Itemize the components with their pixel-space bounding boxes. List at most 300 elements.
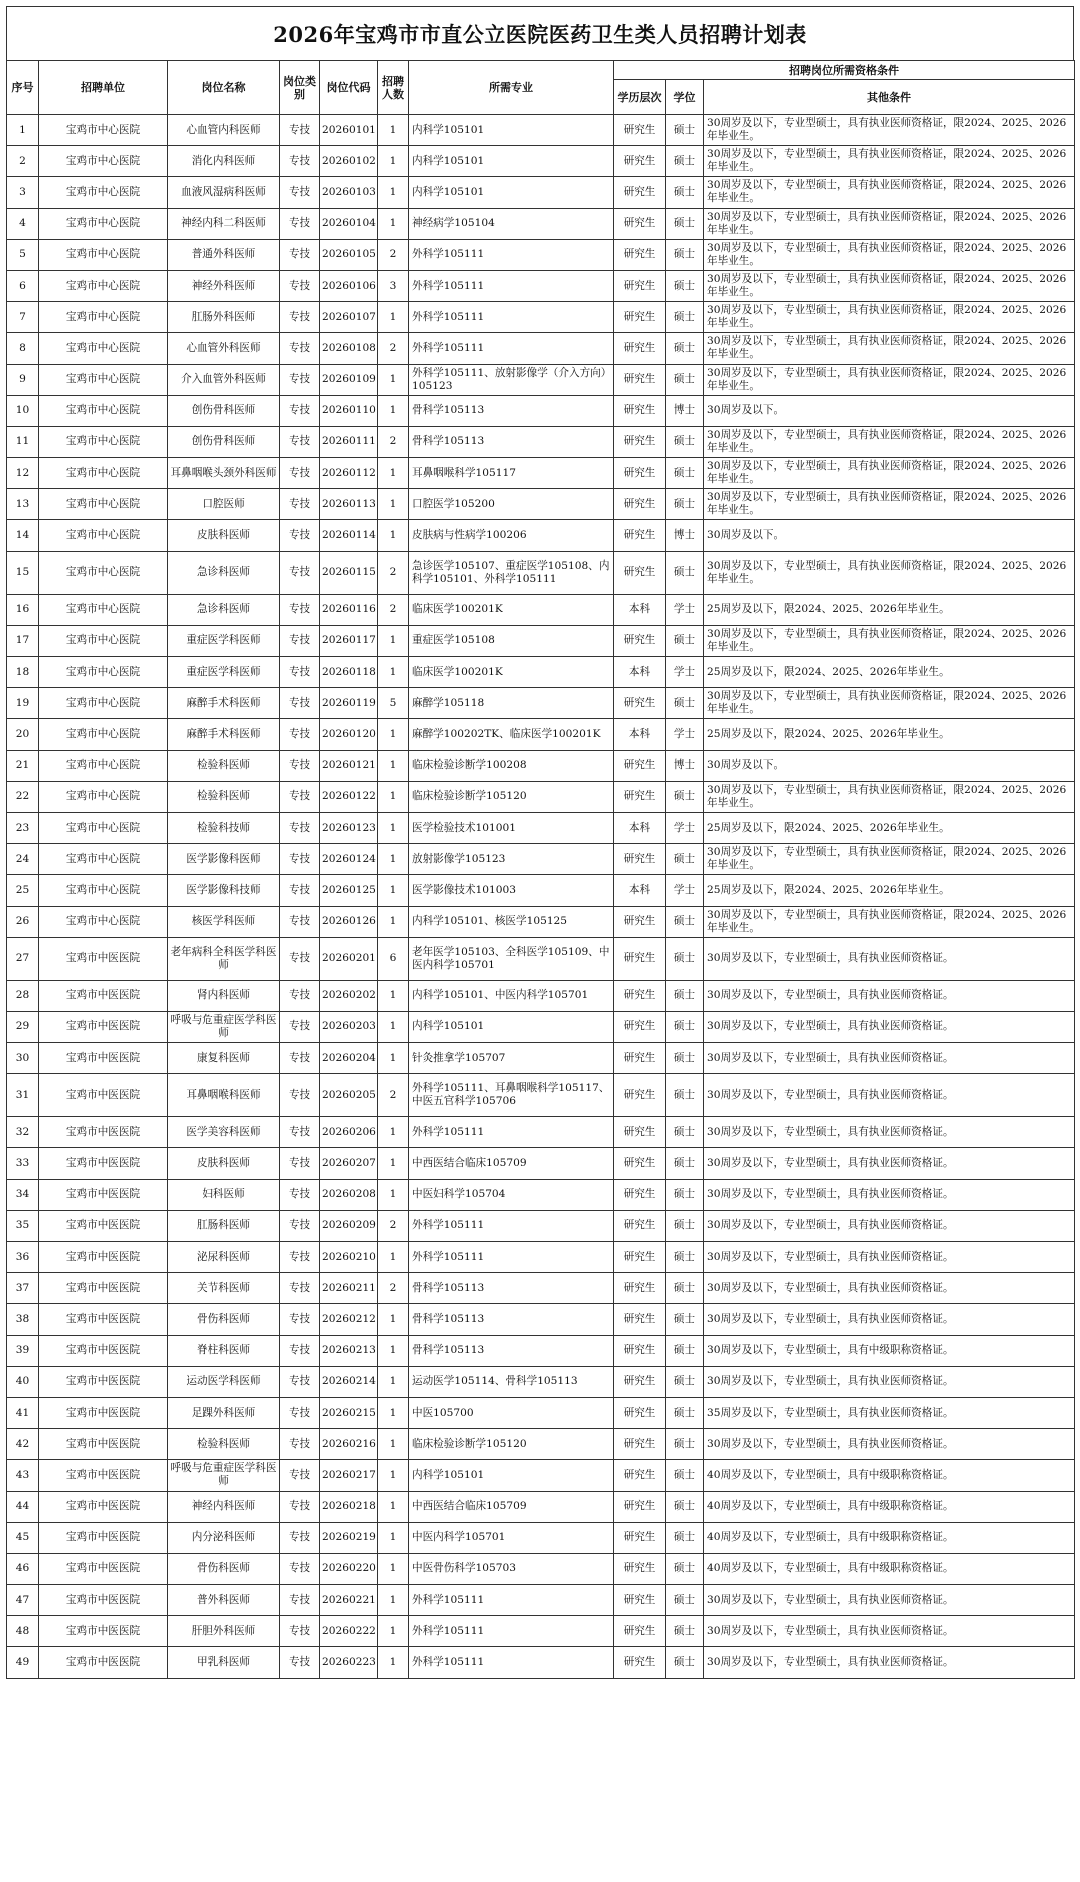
cell-position: 甲乳科医师: [168, 1647, 280, 1678]
cell-major: 内科学105101: [409, 1460, 614, 1491]
cell-seq: 15: [7, 551, 39, 594]
cell-degree: 硕士: [666, 1553, 704, 1584]
cell-category: 专技: [280, 980, 320, 1011]
cell-unit: 宝鸡市中心医院: [39, 812, 168, 843]
cell-category: 专技: [280, 625, 320, 656]
cell-other: 30周岁及以下，专业型硕士，具有执业医师资格证，限2024、2025、2026年毕业生。: [704, 844, 1075, 875]
cell-code: 20260215: [320, 1397, 378, 1428]
cell-position: 普外科医师: [168, 1585, 280, 1616]
cell-edu: 研究生: [614, 1242, 666, 1273]
table-row: [7, 1585, 1075, 1616]
cell-unit: 宝鸡市中医医院: [39, 1011, 168, 1042]
cell-category: 专技: [280, 1397, 320, 1428]
table-row: [7, 302, 1075, 333]
cell-seq: 11: [7, 426, 39, 457]
table-row: [7, 1148, 1075, 1179]
cell-code: 20260214: [320, 1366, 378, 1397]
cell-position: 检验科医师: [168, 781, 280, 812]
cell-seq: 1: [7, 115, 39, 146]
cell-other: 25周岁及以下，限2024、2025、2026年毕业生。: [704, 657, 1075, 688]
cell-unit: 宝鸡市中心医院: [39, 395, 168, 426]
cell-unit: 宝鸡市中心医院: [39, 239, 168, 270]
cell-other: 30周岁及以下，专业型硕士，具有执业医师资格证。: [704, 1148, 1075, 1179]
cell-other: 25周岁及以下，限2024、2025、2026年毕业生。: [704, 719, 1075, 750]
cell-other: 30周岁及以下，专业型硕士，具有执业医师资格证。: [704, 1210, 1075, 1241]
cell-unit: 宝鸡市中心医院: [39, 364, 168, 395]
cell-position: 泌尿科医师: [168, 1242, 280, 1273]
cell-major: 临床检验诊断学100208: [409, 750, 614, 781]
cell-edu: 研究生: [614, 208, 666, 239]
cell-code: 20260118: [320, 657, 378, 688]
header-edu: 学历层次: [614, 80, 666, 115]
cell-other: 30周岁及以下，专业型硕士，具有执业医师资格证，限2024、2025、2026年毕业生。: [704, 333, 1075, 364]
cell-unit: 宝鸡市中医医院: [39, 1148, 168, 1179]
cell-position: 检验科医师: [168, 1429, 280, 1460]
cell-count: 1: [378, 395, 409, 426]
cell-edu: 研究生: [614, 551, 666, 594]
cell-position: 急诊科医师: [168, 551, 280, 594]
cell-code: 20260122: [320, 781, 378, 812]
table-row: [7, 1460, 1075, 1491]
cell-seq: 28: [7, 980, 39, 1011]
cell-edu: 本科: [614, 875, 666, 906]
cell-category: 专技: [280, 1304, 320, 1335]
cell-other: 40周岁及以下，专业型硕士，具有中级职称资格证。: [704, 1522, 1075, 1553]
cell-degree: 硕士: [666, 1616, 704, 1647]
cell-category: 专技: [280, 1117, 320, 1148]
cell-count: 1: [378, 750, 409, 781]
cell-code: 20260120: [320, 719, 378, 750]
cell-degree: 硕士: [666, 1304, 704, 1335]
cell-other: 30周岁及以下，专业型硕士，具有执业医师资格证。: [704, 1429, 1075, 1460]
cell-unit: 宝鸡市中心医院: [39, 844, 168, 875]
cell-count: 1: [378, 364, 409, 395]
cell-other: 30周岁及以下，专业型硕士，具有执业医师资格证，限2024、2025、2026年毕业生。: [704, 146, 1075, 177]
cell-code: 20260221: [320, 1585, 378, 1616]
table-row: [7, 1366, 1075, 1397]
cell-position: 医学影像科医师: [168, 844, 280, 875]
table-row: [7, 520, 1075, 551]
cell-unit: 宝鸡市中心医院: [39, 688, 168, 719]
cell-degree: 硕士: [666, 937, 704, 980]
cell-degree: 学士: [666, 657, 704, 688]
cell-code: 20260125: [320, 875, 378, 906]
cell-degree: 硕士: [666, 177, 704, 208]
cell-major: 内科学105101: [409, 115, 614, 146]
cell-category: 专技: [280, 937, 320, 980]
cell-edu: 研究生: [614, 426, 666, 457]
cell-other: 30周岁及以下，专业型硕士，具有执业医师资格证，限2024、2025、2026年毕业生。: [704, 489, 1075, 520]
cell-seq: 33: [7, 1148, 39, 1179]
cell-count: 1: [378, 844, 409, 875]
cell-degree: 硕士: [666, 551, 704, 594]
cell-count: 1: [378, 458, 409, 489]
cell-edu: 研究生: [614, 489, 666, 520]
cell-degree: 博士: [666, 395, 704, 426]
cell-category: 专技: [280, 1074, 320, 1117]
cell-major: 外科学105111: [409, 1585, 614, 1616]
cell-unit: 宝鸡市中医医院: [39, 1491, 168, 1522]
cell-category: 专技: [280, 1553, 320, 1584]
cell-count: 2: [378, 1273, 409, 1304]
cell-unit: 宝鸡市中心医院: [39, 270, 168, 301]
cell-major: 中医妇科学105704: [409, 1179, 614, 1210]
cell-unit: 宝鸡市中心医院: [39, 302, 168, 333]
cell-seq: 8: [7, 333, 39, 364]
cell-position: 重症医学科医师: [168, 657, 280, 688]
cell-category: 专技: [280, 208, 320, 239]
cell-major: 运动医学105114、骨科学105113: [409, 1366, 614, 1397]
cell-edu: 本科: [614, 719, 666, 750]
cell-category: 专技: [280, 1179, 320, 1210]
cell-position: 肛肠外科医师: [168, 302, 280, 333]
cell-degree: 硕士: [666, 1491, 704, 1522]
cell-other: 30周岁及以下，专业型硕士，具有执业医师资格证，限2024、2025、2026年毕业生。: [704, 458, 1075, 489]
cell-edu: 研究生: [614, 1460, 666, 1491]
cell-seq: 38: [7, 1304, 39, 1335]
table-row: [7, 844, 1075, 875]
cell-position: 呼吸与危重症医学科医师: [168, 1011, 280, 1042]
cell-code: 20260201: [320, 937, 378, 980]
cell-major: 外科学105111、耳鼻咽喉科学105117、中医五官科学105706: [409, 1074, 614, 1117]
cell-edu: 研究生: [614, 239, 666, 270]
cell-code: 20260207: [320, 1148, 378, 1179]
cell-position: 骨伤科医师: [168, 1553, 280, 1584]
cell-unit: 宝鸡市中心医院: [39, 520, 168, 551]
cell-position: 皮肤科医师: [168, 1148, 280, 1179]
cell-major: 麻醉学105118: [409, 688, 614, 719]
cell-category: 专技: [280, 1585, 320, 1616]
cell-category: 专技: [280, 1616, 320, 1647]
cell-degree: 硕士: [666, 1460, 704, 1491]
cell-other: 30周岁及以下，专业型硕士，具有执业医师资格证，限2024、2025、2026年毕业生。: [704, 239, 1075, 270]
cell-major: 骨科学105113: [409, 1335, 614, 1366]
cell-other: 35周岁及以下，专业型硕士，具有执业医师资格证。: [704, 1397, 1075, 1428]
cell-seq: 3: [7, 177, 39, 208]
cell-seq: 5: [7, 239, 39, 270]
cell-position: 神经内科二科医师: [168, 208, 280, 239]
cell-unit: 宝鸡市中医医院: [39, 1616, 168, 1647]
cell-degree: 硕士: [666, 1647, 704, 1678]
cell-seq: 43: [7, 1460, 39, 1491]
cell-category: 专技: [280, 688, 320, 719]
cell-major: 临床医学100201K: [409, 657, 614, 688]
cell-other: 30周岁及以下，专业型硕士，具有执业医师资格证。: [704, 1117, 1075, 1148]
cell-edu: 研究生: [614, 1335, 666, 1366]
cell-count: 1: [378, 719, 409, 750]
cell-code: 20260101: [320, 115, 378, 146]
cell-count: 1: [378, 1011, 409, 1042]
cell-other: 30周岁及以下，专业型硕士，具有执业医师资格证。: [704, 1011, 1075, 1042]
cell-degree: 硕士: [666, 1397, 704, 1428]
cell-category: 专技: [280, 1273, 320, 1304]
cell-unit: 宝鸡市中医医院: [39, 1460, 168, 1491]
cell-unit: 宝鸡市中医医院: [39, 1074, 168, 1117]
cell-position: 肝胆外科医师: [168, 1616, 280, 1647]
cell-position: 康复科医师: [168, 1043, 280, 1074]
cell-count: 2: [378, 551, 409, 594]
cell-position: 口腔医师: [168, 489, 280, 520]
cell-seq: 17: [7, 625, 39, 656]
cell-edu: 研究生: [614, 1366, 666, 1397]
cell-position: 检验科技师: [168, 812, 280, 843]
cell-code: 20260119: [320, 688, 378, 719]
cell-other: 30周岁及以下，专业型硕士，具有执业医师资格证，限2024、2025、2026年毕业生。: [704, 551, 1075, 594]
cell-category: 专技: [280, 1242, 320, 1273]
cell-unit: 宝鸡市中心医院: [39, 177, 168, 208]
cell-unit: 宝鸡市中心医院: [39, 906, 168, 937]
cell-seq: 6: [7, 270, 39, 301]
cell-count: 1: [378, 146, 409, 177]
cell-other: 40周岁及以下，专业型硕士，具有中级职称资格证。: [704, 1460, 1075, 1491]
cell-count: 1: [378, 1304, 409, 1335]
cell-edu: 研究生: [614, 1304, 666, 1335]
cell-other: 30周岁及以下，专业型硕士，具有执业医师资格证，限2024、2025、2026年毕业生。: [704, 781, 1075, 812]
cell-count: 1: [378, 1148, 409, 1179]
table-row: [7, 1397, 1075, 1428]
cell-unit: 宝鸡市中医医院: [39, 1585, 168, 1616]
cell-other: 30周岁及以下，专业型硕士，具有执业医师资格证。: [704, 1304, 1075, 1335]
cell-edu: 研究生: [614, 1491, 666, 1522]
cell-edu: 研究生: [614, 1647, 666, 1678]
cell-seq: 26: [7, 906, 39, 937]
cell-edu: 研究生: [614, 781, 666, 812]
cell-degree: 硕士: [666, 146, 704, 177]
cell-code: 20260203: [320, 1011, 378, 1042]
cell-count: 2: [378, 1074, 409, 1117]
cell-unit: 宝鸡市中心医院: [39, 750, 168, 781]
table-row: [7, 1616, 1075, 1647]
cell-code: 20260109: [320, 364, 378, 395]
cell-major: 内科学105101: [409, 1011, 614, 1042]
cell-seq: 7: [7, 302, 39, 333]
cell-other: 30周岁及以下，专业型硕士，具有执业医师资格证，限2024、2025、2026年毕业生。: [704, 270, 1075, 301]
cell-other: 25周岁及以下，限2024、2025、2026年毕业生。: [704, 594, 1075, 625]
cell-position: 核医学科医师: [168, 906, 280, 937]
table-row: [7, 875, 1075, 906]
table-row: [7, 426, 1075, 457]
cell-count: 2: [378, 594, 409, 625]
cell-other: 25周岁及以下，限2024、2025、2026年毕业生。: [704, 875, 1075, 906]
cell-edu: 研究生: [614, 1011, 666, 1042]
cell-major: 医学检验技术101001: [409, 812, 614, 843]
page-title: 2026年宝鸡市市直公立医院医药卫生类人员招聘计划表: [6, 6, 1074, 60]
cell-degree: 硕士: [666, 1335, 704, 1366]
cell-code: 20260103: [320, 177, 378, 208]
cell-category: 专技: [280, 520, 320, 551]
cell-code: 20260208: [320, 1179, 378, 1210]
cell-count: 1: [378, 1647, 409, 1678]
cell-degree: 硕士: [666, 980, 704, 1011]
cell-major: 老年医学105103、全科医学105109、中医内科学105701: [409, 937, 614, 980]
cell-code: 20260222: [320, 1616, 378, 1647]
cell-seq: 42: [7, 1429, 39, 1460]
cell-code: 20260114: [320, 520, 378, 551]
cell-position: 老年病科全科医学科医师: [168, 937, 280, 980]
cell-edu: 研究生: [614, 395, 666, 426]
cell-major: 口腔医学105200: [409, 489, 614, 520]
cell-seq: 18: [7, 657, 39, 688]
cell-code: 20260209: [320, 1210, 378, 1241]
cell-other: 30周岁及以下，专业型硕士，具有执业医师资格证。: [704, 1074, 1075, 1117]
cell-category: 专技: [280, 333, 320, 364]
cell-code: 20260105: [320, 239, 378, 270]
cell-major: 内科学105101、中医内科学105701: [409, 980, 614, 1011]
cell-unit: 宝鸡市中医医院: [39, 1366, 168, 1397]
cell-degree: 硕士: [666, 489, 704, 520]
cell-position: 医学影像科技师: [168, 875, 280, 906]
cell-unit: 宝鸡市中医医院: [39, 1242, 168, 1273]
cell-category: 专技: [280, 426, 320, 457]
cell-position: 麻醉手术科医师: [168, 719, 280, 750]
cell-category: 专技: [280, 750, 320, 781]
cell-major: 外科学105111: [409, 302, 614, 333]
cell-code: 20260213: [320, 1335, 378, 1366]
cell-major: 临床检验诊断学105120: [409, 1429, 614, 1460]
cell-unit: 宝鸡市中心医院: [39, 781, 168, 812]
cell-major: 中西医结合临床105709: [409, 1491, 614, 1522]
cell-other: 30周岁及以下，专业型硕士，具有执业医师资格证，限2024、2025、2026年毕业生。: [704, 688, 1075, 719]
table-row: [7, 208, 1075, 239]
cell-degree: 硕士: [666, 364, 704, 395]
cell-category: 专技: [280, 1148, 320, 1179]
cell-category: 专技: [280, 719, 320, 750]
cell-major: 外科学105111: [409, 270, 614, 301]
cell-edu: 研究生: [614, 906, 666, 937]
cell-position: 足踝外科医师: [168, 1397, 280, 1428]
cell-category: 专技: [280, 1043, 320, 1074]
cell-seq: 35: [7, 1210, 39, 1241]
cell-category: 专技: [280, 1366, 320, 1397]
cell-major: 中医105700: [409, 1397, 614, 1428]
cell-position: 血液风湿病科医师: [168, 177, 280, 208]
cell-category: 专技: [280, 458, 320, 489]
cell-unit: 宝鸡市中医医院: [39, 1522, 168, 1553]
cell-category: 专技: [280, 395, 320, 426]
table-row: [7, 688, 1075, 719]
cell-degree: 硕士: [666, 844, 704, 875]
cell-unit: 宝鸡市中医医院: [39, 1273, 168, 1304]
cell-unit: 宝鸡市中医医院: [39, 1397, 168, 1428]
cell-unit: 宝鸡市中心医院: [39, 208, 168, 239]
cell-degree: 硕士: [666, 1148, 704, 1179]
cell-code: 20260211: [320, 1273, 378, 1304]
table-row: [7, 1522, 1075, 1553]
cell-count: 2: [378, 1210, 409, 1241]
cell-degree: 硕士: [666, 239, 704, 270]
cell-major: 中医骨伤科学105703: [409, 1553, 614, 1584]
cell-code: 20260202: [320, 980, 378, 1011]
table-row: [7, 1553, 1075, 1584]
cell-degree: 硕士: [666, 1429, 704, 1460]
cell-position: 创伤骨科医师: [168, 395, 280, 426]
cell-major: 医学影像技术101003: [409, 875, 614, 906]
cell-degree: 硕士: [666, 333, 704, 364]
cell-position: 心血管外科医师: [168, 333, 280, 364]
cell-code: 20260212: [320, 1304, 378, 1335]
cell-count: 1: [378, 980, 409, 1011]
cell-count: 1: [378, 906, 409, 937]
cell-degree: 硕士: [666, 458, 704, 489]
cell-edu: 研究生: [614, 1397, 666, 1428]
cell-seq: 34: [7, 1179, 39, 1210]
cell-category: 专技: [280, 1522, 320, 1553]
cell-category: 专技: [280, 875, 320, 906]
cell-seq: 22: [7, 781, 39, 812]
cell-code: 20260110: [320, 395, 378, 426]
cell-code: 20260124: [320, 844, 378, 875]
cell-major: 针灸推拿学105707: [409, 1043, 614, 1074]
cell-category: 专技: [280, 146, 320, 177]
cell-position: 麻醉手术科医师: [168, 688, 280, 719]
table-row: [7, 1210, 1075, 1241]
cell-degree: 博士: [666, 520, 704, 551]
cell-seq: 37: [7, 1273, 39, 1304]
table-row: [7, 1043, 1075, 1074]
cell-unit: 宝鸡市中医医院: [39, 937, 168, 980]
cell-degree: 学士: [666, 812, 704, 843]
cell-other: 30周岁及以下，专业型硕士，具有中级职称资格证。: [704, 1335, 1075, 1366]
cell-position: 创伤骨科医师: [168, 426, 280, 457]
cell-degree: 博士: [666, 750, 704, 781]
cell-count: 1: [378, 1553, 409, 1584]
cell-edu: 研究生: [614, 1043, 666, 1074]
cell-major: 中西医结合临床105709: [409, 1148, 614, 1179]
table-row: [7, 1491, 1075, 1522]
cell-unit: 宝鸡市中心医院: [39, 657, 168, 688]
cell-position: 介入血管外科医师: [168, 364, 280, 395]
table-row: [7, 1304, 1075, 1335]
cell-unit: 宝鸡市中心医院: [39, 489, 168, 520]
cell-other: 30周岁及以下，专业型硕士，具有执业医师资格证。: [704, 980, 1075, 1011]
cell-position: 脊柱科医师: [168, 1335, 280, 1366]
cell-degree: 学士: [666, 875, 704, 906]
cell-unit: 宝鸡市中心医院: [39, 719, 168, 750]
table-row: [7, 1647, 1075, 1678]
header-major: 所需专业: [409, 61, 614, 115]
header-seq: 序号: [7, 61, 39, 115]
cell-code: 20260223: [320, 1647, 378, 1678]
table-header: [7, 61, 1075, 115]
cell-other: 30周岁及以下，专业型硕士，具有执业医师资格证。: [704, 1585, 1075, 1616]
cell-count: 1: [378, 115, 409, 146]
cell-degree: 硕士: [666, 426, 704, 457]
cell-category: 专技: [280, 302, 320, 333]
cell-major: 内科学105101: [409, 146, 614, 177]
table-row: [7, 1242, 1075, 1273]
cell-seq: 46: [7, 1553, 39, 1584]
cell-major: 外科学105111: [409, 1647, 614, 1678]
cell-edu: 研究生: [614, 937, 666, 980]
cell-degree: 硕士: [666, 625, 704, 656]
cell-degree: 硕士: [666, 1210, 704, 1241]
cell-code: 20260116: [320, 594, 378, 625]
cell-other: 30周岁及以下，专业型硕士，具有执业医师资格证。: [704, 1647, 1075, 1678]
cell-code: 20260111: [320, 426, 378, 457]
cell-degree: 硕士: [666, 1242, 704, 1273]
cell-seq: 20: [7, 719, 39, 750]
cell-position: 骨伤科医师: [168, 1304, 280, 1335]
cell-category: 专技: [280, 781, 320, 812]
cell-seq: 25: [7, 875, 39, 906]
cell-major: 临床检验诊断学105120: [409, 781, 614, 812]
cell-degree: 硕士: [666, 1273, 704, 1304]
cell-degree: 硕士: [666, 906, 704, 937]
cell-category: 专技: [280, 1460, 320, 1491]
cell-count: 1: [378, 1179, 409, 1210]
cell-major: 重症医学105108: [409, 625, 614, 656]
cell-other: 30周岁及以下。: [704, 520, 1075, 551]
